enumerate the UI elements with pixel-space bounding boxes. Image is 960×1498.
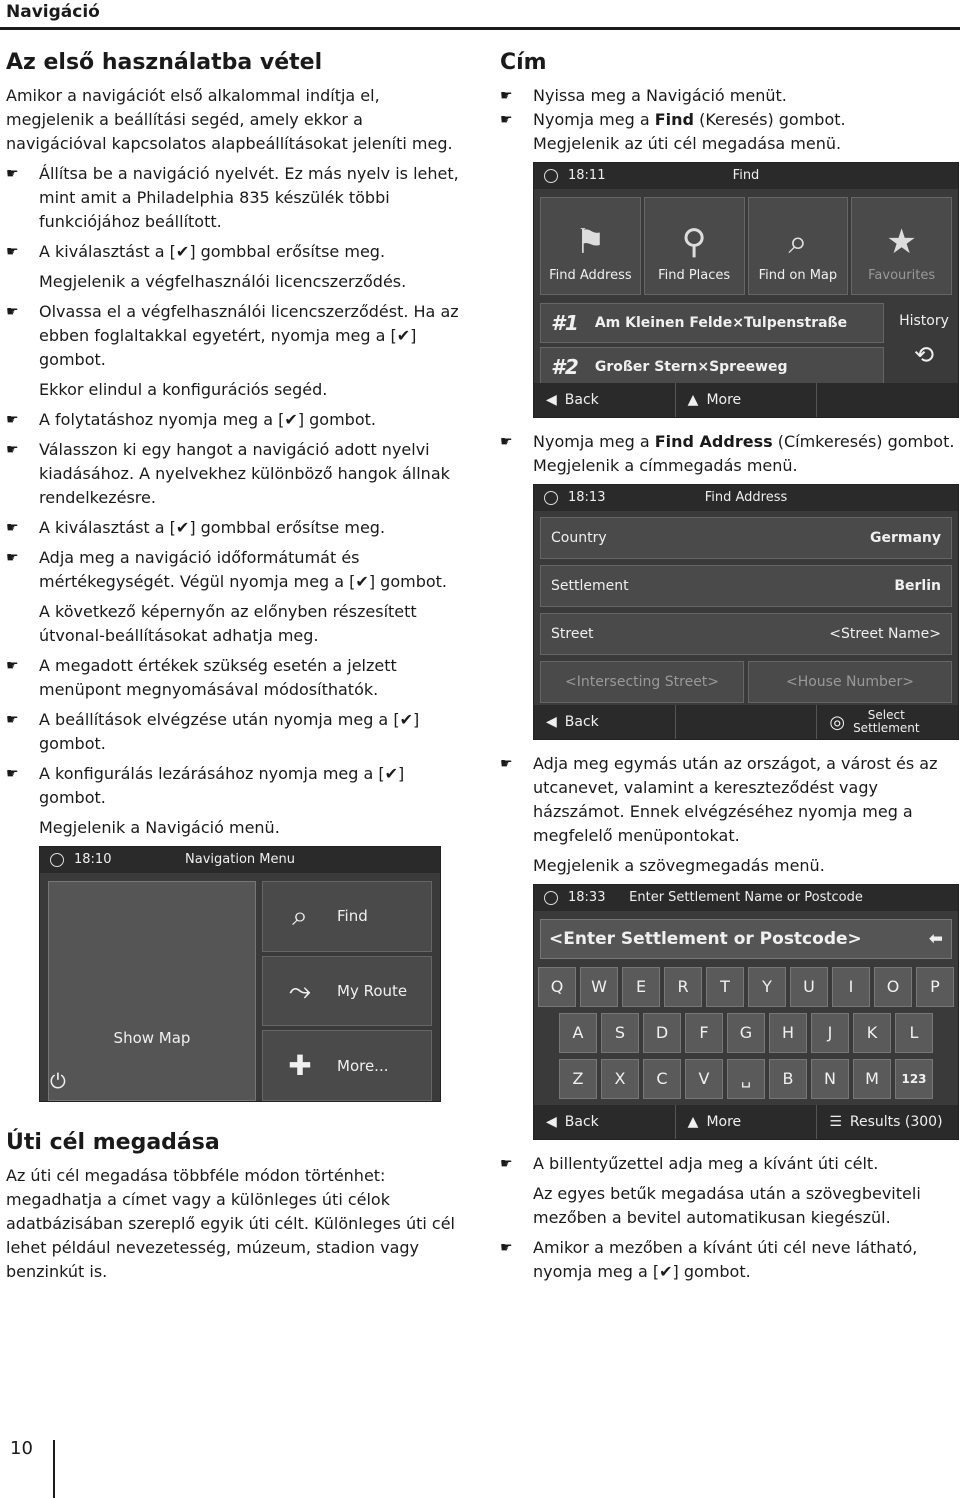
paragraph: Megjelenik a végfelhasználói licencszerződés.	[39, 272, 407, 291]
intersecting-street-row[interactable]: <Intersecting Street>	[540, 661, 744, 703]
keyboard-screenshot: 18:33 Enter Settlement Name or Postcode <Enter Settlement or Postcode> ⬅ Q W E R T Y U I O P A S D F G H J K L Z X C V ␣ B N M 123 ◀ Back ▲ More ☰ Results (300)	[533, 884, 959, 1140]
bullet: ☛ A kiválasztást a [✔] gombbal erősítse meg.	[6, 516, 468, 540]
bullet: ☛ Állítsa be a navigáció nyelvét. Ez más nyelv is lehet, mint amit a Philadelphia 835 készülék többi funkciójához beállított.	[6, 164, 459, 231]
hand-pointer-icon: ☛	[500, 1156, 513, 1172]
checkmark-icon: ✔	[175, 518, 190, 537]
bullet: ☛ A beállítások elvégzése után nyomja meg a [✔] gombot.	[6, 710, 420, 753]
key[interactable]: C	[643, 1059, 681, 1099]
destination-text: Az úti cél megadása többféle módon történhet: megadhatja a címet vagy a különleges úti célok adatbázisában szereplő egyik úti célt. Különleges úti cél lehet például nevezetesség, múzeum, stadion vagy benzinkút is.	[6, 1166, 455, 1281]
magnifier-icon: ⌕	[292, 899, 308, 933]
numeric-key[interactable]: 123	[895, 1059, 933, 1099]
key[interactable]: D	[643, 1013, 681, 1053]
backspace-icon[interactable]: ⬅	[928, 929, 943, 949]
target-icon: ◎	[829, 711, 846, 733]
keyboard-row-3	[534, 1059, 958, 1099]
up-arrow-icon: ▲	[687, 392, 699, 408]
checkmark-icon: ✔	[659, 1262, 673, 1281]
hand-pointer-icon: ☛	[6, 412, 19, 428]
hand-pointer-icon: ☛	[6, 550, 19, 566]
show-map-button[interactable]: Show Map	[48, 881, 256, 1101]
paragraph: Ekkor elindul a konfigurációs segéd.	[39, 380, 328, 399]
street-row[interactable]: Street <Street Name>	[540, 613, 952, 655]
my-route-button[interactable]: ⤳ My Route	[262, 956, 432, 1027]
key[interactable]: F	[685, 1013, 723, 1053]
key[interactable]: T	[706, 967, 744, 1007]
hand-pointer-icon: ☛	[500, 434, 513, 450]
hand-pointer-icon: ☛	[6, 166, 19, 182]
key[interactable]: Z	[559, 1059, 597, 1099]
magnifier-map-icon: ⌕	[788, 222, 808, 262]
bullet: ☛ A billentyűzettel adja meg a kívánt úti célt.	[500, 1152, 960, 1176]
history-row[interactable]: #2 Großer Stern×Spreeweg	[540, 347, 884, 387]
paragraph: Megjelenik az úti cél megadása menü.	[533, 134, 842, 153]
bullet: ☛ Nyissa meg a Navigáció menüt.	[500, 84, 960, 108]
key[interactable]: O	[874, 967, 912, 1007]
checkmark-icon: ✔	[355, 572, 369, 591]
list-icon: ☰	[829, 1114, 842, 1130]
map-flag-icon: ⚑	[575, 222, 606, 262]
key[interactable]: S	[601, 1013, 639, 1053]
bullet: ☛ Nyomja meg a Find (Keresés) gombot.	[500, 108, 960, 132]
settlement-row[interactable]: Settlement Berlin	[540, 565, 952, 607]
bullet: ☛ Nyomja meg a Find Address (Címkeresés) gombot.	[500, 430, 960, 454]
navigation-menu-screenshot: 18:10 Navigation Menu Show Map ⌕ Find ⤳ My Route ✚ More... ⏻	[39, 846, 441, 1102]
back-button[interactable]: ◀ Back	[534, 705, 676, 739]
history-label: History	[899, 313, 949, 329]
bullet: ☛ A konfigurálás lezárásához nyomja meg a [✔] gombot.	[6, 764, 405, 807]
key[interactable]: W	[580, 967, 618, 1007]
back-button[interactable]: ◀ Back	[534, 383, 676, 417]
bullet: ☛ A folytatáshoz nyomja meg a [✔] gombot.	[6, 408, 468, 432]
bullet: ☛ Válasszon ki egy hangot a navigáció adott nyelvi kiadásához. A nyelvekhez különböző hangok állnak rendelkezésre.	[6, 440, 450, 507]
footer-divider	[53, 1440, 55, 1498]
clock-icon	[544, 169, 558, 183]
find-places-tile[interactable]: ⚲ Find Places	[644, 197, 745, 295]
space-key[interactable]: ␣	[727, 1059, 765, 1099]
key[interactable]: N	[811, 1059, 849, 1099]
find-on-map-tile[interactable]: ⌕ Find on Map	[748, 197, 849, 295]
key[interactable]: M	[853, 1059, 891, 1099]
clock-icon	[544, 891, 558, 905]
house-number-row[interactable]: <House Number>	[748, 661, 952, 703]
plus-icon: ✚	[288, 1048, 312, 1082]
bullet: ☛ A kiválasztást a [✔] gombbal erősítse meg.	[6, 240, 468, 264]
paragraph: Megjelenik a Navigáció menü.	[39, 818, 280, 837]
checkmark-icon: ✔	[284, 410, 298, 429]
back-arrow-icon: ◀	[546, 714, 557, 730]
bullet: ☛ Adja meg a navigáció időformátumát és mértékegységét. Végül nyomja meg a [✔] gombot.	[6, 546, 468, 594]
history-row[interactable]: #1 Am Kleinen Felde×Tulpenstraße	[540, 303, 884, 343]
hand-pointer-icon: ☛	[6, 658, 19, 674]
hand-pointer-icon: ☛	[500, 1240, 513, 1256]
up-arrow-icon: ▲	[687, 1114, 699, 1130]
key[interactable]: B	[769, 1059, 807, 1099]
right-column	[500, 48, 960, 1290]
hand-pointer-icon: ☛	[6, 244, 19, 260]
key[interactable]: Y	[748, 967, 786, 1007]
key[interactable]: X	[601, 1059, 639, 1099]
key[interactable]: K	[853, 1013, 891, 1053]
key[interactable]: Q	[538, 967, 576, 1007]
find-address-screenshot: 18:13 Find Address Country Germany Settlement Berlin Street <Street Name> <Intersecting Street> <House Number> ◀ Back ◎ Select Settlement	[533, 484, 959, 740]
back-button[interactable]: ◀ Back	[534, 1105, 676, 1139]
poi-icon: ⚲	[681, 222, 707, 262]
keyboard-row-1	[534, 967, 958, 1007]
hand-pointer-icon: ☛	[6, 442, 19, 458]
more-button[interactable]: ▲ More	[676, 383, 818, 417]
more-button[interactable]: ▲ More	[676, 1105, 818, 1139]
results-button[interactable]: ☰ Results (300)	[817, 1105, 958, 1139]
hand-pointer-icon: ☛	[6, 712, 19, 728]
hand-pointer-icon: ☛	[6, 304, 19, 320]
key[interactable]: G	[727, 1013, 765, 1053]
checkmark-icon: ✔	[384, 764, 399, 783]
more-button[interactable]: ✚ More...	[262, 1030, 432, 1101]
star-icon: ★	[886, 222, 917, 262]
power-icon[interactable]: ⏻	[50, 1069, 66, 1093]
key[interactable]: I	[832, 967, 870, 1007]
heading-address: Cím	[500, 50, 547, 75]
checkmark-icon: ✔	[396, 326, 411, 345]
paragraph: A következő képernyőn az előnyben részesített útvonal-beállításokat adhatja meg.	[39, 602, 417, 645]
key[interactable]: J	[811, 1013, 849, 1053]
checkmark-icon: ✔	[175, 242, 190, 261]
favourites-tile[interactable]: ★ Favourites	[851, 197, 952, 295]
key[interactable]: P	[916, 967, 954, 1007]
history-icon[interactable]: ⟲	[913, 341, 935, 369]
bullet: ☛ Olvassa el a végfelhasználói licencszerződést. Ha az ebben foglaltakkal egyetért, nyomja meg a [✔] gombot.	[6, 302, 459, 369]
route-icon: ⤳	[288, 974, 312, 1007]
key[interactable]: R	[664, 967, 702, 1007]
section-title: Navigáció	[6, 2, 100, 22]
find-address-tile[interactable]: ⚑ Find Address	[540, 197, 641, 295]
hand-pointer-icon: ☛	[6, 520, 19, 536]
heading-destination: Úti cél megadása	[6, 1130, 220, 1155]
key[interactable]: L	[895, 1013, 933, 1053]
hand-pointer-icon: ☛	[500, 88, 513, 104]
header-divider	[0, 27, 960, 30]
find-screenshot: 18:11 Find ⚑ Find Address ⚲ Find Places ⌕ Find on Map ★ Favourites #1 Am Kleinen Felde×Tulpenstraße #2 Großer Stern×Spreeweg History ⟲ ◀ Back ▲ More	[533, 162, 959, 418]
heading-first-use: Az első használatba vétel	[6, 50, 323, 75]
select-settlement-button[interactable]: ◎ Select Settlement	[829, 708, 920, 735]
paragraph: Megjelenik a címmegadás menü.	[533, 456, 798, 475]
country-row[interactable]: Country Germany	[540, 517, 952, 559]
keyboard-row-2	[534, 1013, 958, 1053]
clock-icon	[50, 853, 64, 867]
hand-pointer-icon: ☛	[500, 112, 513, 128]
key[interactable]: A	[559, 1013, 597, 1053]
hand-pointer-icon: ☛	[6, 766, 19, 782]
intro-text: Amikor a navigációt első alkalommal indítja el, megjelenik a beállítási segéd, amely ekkor a navigációval kapcsolatos alapbeállításokat jeleníti meg.	[6, 86, 453, 153]
key[interactable]: E	[622, 967, 660, 1007]
back-arrow-icon: ◀	[546, 1114, 557, 1130]
page-number: 10	[10, 1438, 33, 1459]
paragraph: Megjelenik a szövegmegadás menü.	[533, 856, 825, 875]
back-arrow-icon: ◀	[546, 392, 557, 408]
key[interactable]: U	[790, 967, 828, 1007]
paragraph: Az egyes betűk megadása után a szövegbeviteli mezőben a bevitel automatikusan kiegészül.	[533, 1184, 921, 1227]
find-button[interactable]: ⌕ Find	[262, 881, 432, 952]
left-column	[6, 48, 468, 1281]
checkmark-icon: ✔	[399, 710, 413, 729]
hand-pointer-icon: ☛	[500, 756, 513, 772]
bullet: ☛ Adja meg egymás után az országot, a várost és az utcanevet, valamint a kereszteződést vagy házszámot. Ennek elvégzéséhez nyomja meg a megfelelő menüpontokat.	[500, 754, 938, 845]
settlement-input[interactable]: <Enter Settlement or Postcode> ⬅	[540, 919, 952, 959]
key[interactable]: H	[769, 1013, 807, 1053]
bullet: ☛ Amikor a mezőben a kívánt úti cél neve látható, nyomja meg a [✔] gombot.	[500, 1236, 960, 1284]
bullet: ☛ A megadott értékek szükség esetén a jelzett menüpont megnyomásával módosíthatók.	[6, 656, 397, 699]
clock-icon	[544, 491, 558, 505]
key[interactable]: V	[685, 1059, 723, 1099]
